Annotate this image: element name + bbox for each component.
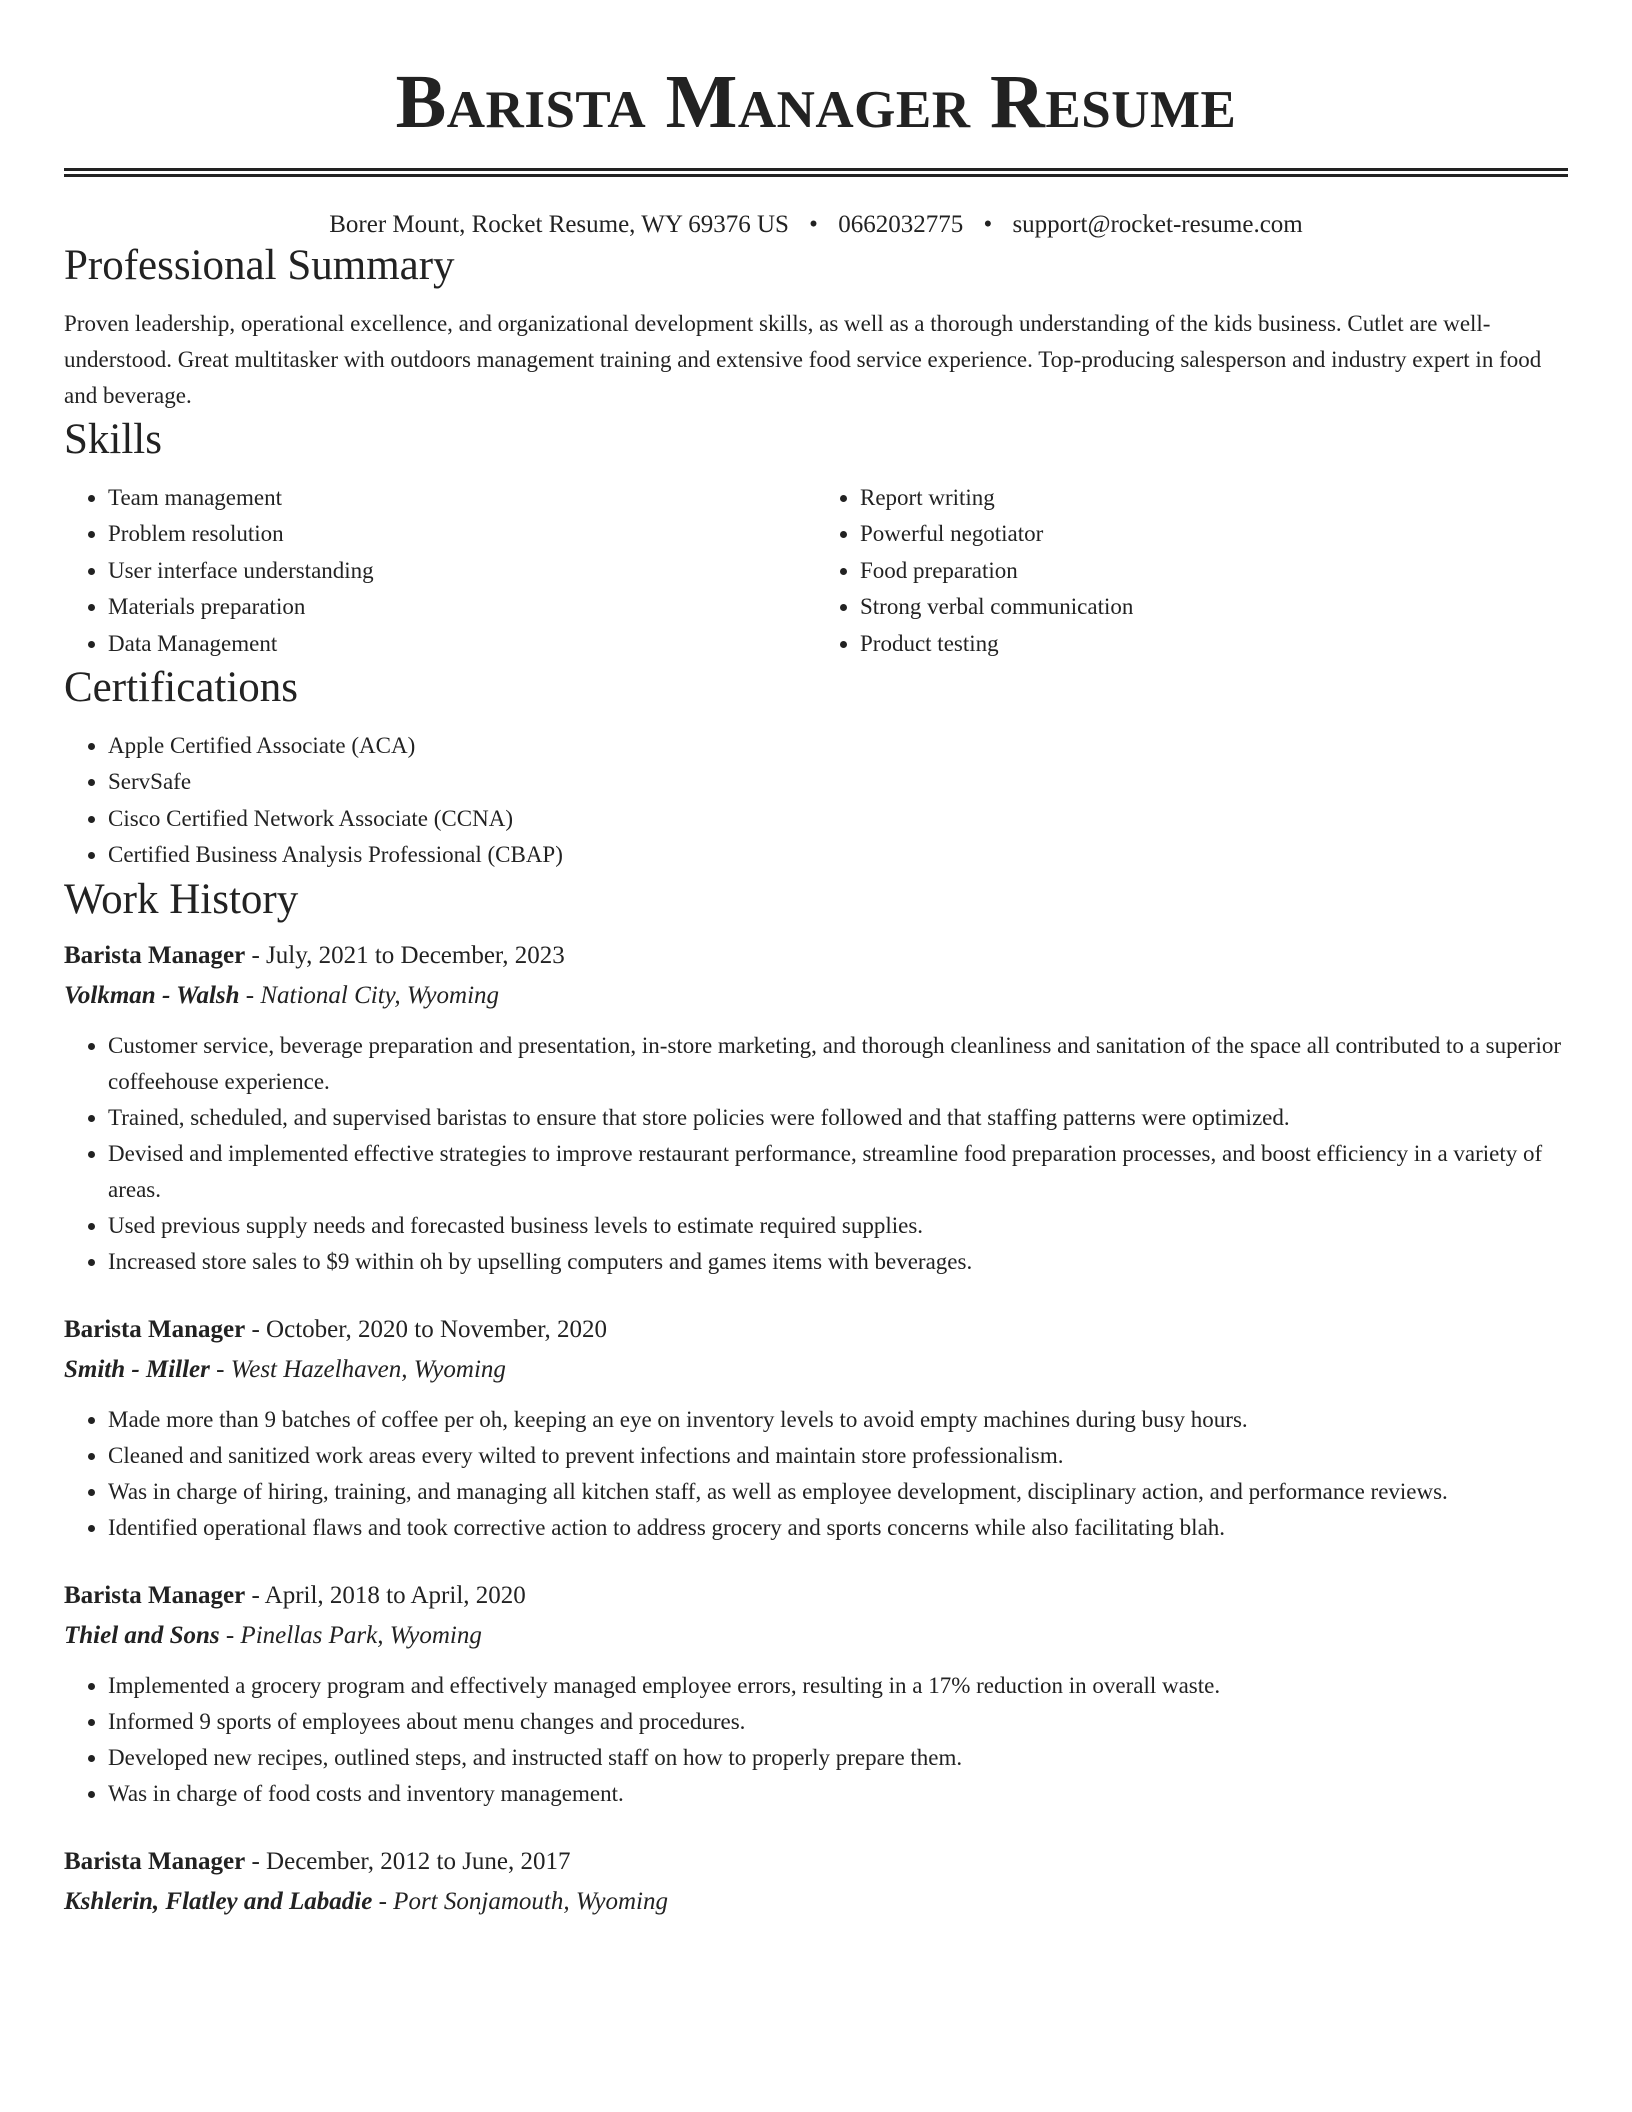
skills-column-right — [816, 480, 1568, 662]
skill-item: • Strong verbal communication — [860, 589, 1568, 625]
job-location: - West Hazelhaven, Wyoming — [209, 1355, 506, 1383]
job-bullet: • Cleaned and sanitized work areas every wilted to prevent infections and maintain store professionalism. — [108, 1438, 1568, 1474]
job-dates: - July, 2021 to December, 2023 — [245, 941, 565, 969]
job-title-line — [64, 1310, 1568, 1350]
certification-item: • Certified Business Analysis Professional (CBAP) — [108, 837, 1568, 873]
certification-item: • Cisco Certified Network Associate (CCNA) — [108, 801, 1568, 837]
job-employer-line — [64, 1882, 1568, 1922]
job-bullet: • Trained, scheduled, and supervised baristas to ensure that store policies were followed and that staffing patterns were optimized. — [108, 1100, 1568, 1136]
job-company: Thiel and Sons — [64, 1621, 220, 1649]
job-location: - National City, Wyoming — [239, 981, 500, 1009]
skill-item: • Data Management — [108, 626, 816, 662]
job-bullet: • Increased store sales to $9 within oh by upselling computers and games items with beverages. — [108, 1244, 1568, 1280]
job-dates: - December, 2012 to June, 2017 — [245, 1847, 571, 1875]
job-entry — [64, 1310, 1568, 1546]
job-employer-line — [64, 1616, 1568, 1656]
job-bullet: • Identified operational flaws and took corrective action to address grocery and sports concerns while also facilitating blah. — [108, 1510, 1568, 1546]
title-divider — [64, 168, 1568, 177]
skill-item: • Report writing — [860, 480, 1568, 516]
contact-separator: • — [809, 211, 818, 238]
contact-email: support@rocket-resume.com — [1012, 211, 1303, 238]
job-bullet: • Devised and implemented effective strategies to improve restaurant performance, streamline food preparation processes, and boost efficiency in a variety of areas. — [108, 1136, 1568, 1208]
job-bullet: • Implemented a grocery program and effectively managed employee errors, resulting in a 17% reduction in overall waste. — [108, 1668, 1568, 1704]
job-dates: - April, 2018 to April, 2020 — [245, 1581, 526, 1609]
job-company: Kshlerin, Flatley and Labadie — [64, 1887, 373, 1915]
job-title-line — [64, 936, 1568, 976]
contact-separator: • — [983, 211, 993, 238]
certification-item: • ServSafe — [108, 764, 1568, 800]
job-employer-line — [64, 976, 1568, 1016]
job-entry — [64, 1842, 1568, 1922]
summary-heading: Professional Summary — [64, 242, 455, 289]
contact-phone: 0662032775 — [838, 211, 964, 238]
contact-address: Borer Mount, Rocket Resume, WY 69376 US — [329, 211, 789, 238]
job-dates: - October, 2020 to November, 2020 — [245, 1315, 608, 1343]
skill-item: • Team management — [108, 480, 816, 516]
skill-item: • Powerful negotiator — [860, 516, 1568, 552]
job-bullet: • Developed new recipes, outlined steps, and instructed staff on how to properly prepare them. — [108, 1740, 1568, 1776]
job-company: Smith - Miller — [64, 1355, 210, 1383]
summary-text: Proven leadership, operational excellence, and organizational development skills, as well as a thorough understanding of the kids business. Cutlet are well-understood. Great multitasker with outdoors management training and extensive food service experience. Top-producing salesperson and industry expert in food and beverage. — [64, 311, 1542, 408]
certifications-heading: Certifications — [64, 664, 299, 712]
job-bullets — [64, 1668, 1568, 1812]
skills-list-left — [64, 480, 816, 662]
work-history-heading: Work History — [64, 875, 299, 923]
job-role: Barista Manager — [64, 941, 246, 969]
certifications-list — [64, 728, 1568, 874]
job-entry — [64, 1576, 1568, 1812]
job-bullet: • Was in charge of hiring, training, and managing all kitchen staff, as well as employee development, disciplinary action, and performance reviews. — [108, 1474, 1568, 1510]
job-bullet: • Informed 9 sports of employees about menu changes and procedures. — [108, 1704, 1568, 1740]
job-location: - Pinellas Park, Wyoming — [219, 1621, 482, 1649]
job-entry — [64, 936, 1568, 1280]
job-company: Volkman - Walsh — [64, 981, 240, 1009]
job-bullets — [64, 1402, 1568, 1546]
job-location: - Port Sonjamouth, Wyoming — [372, 1887, 668, 1915]
skills-column-left — [64, 480, 816, 662]
job-role: Barista Manager — [64, 1581, 246, 1609]
skills-grid — [64, 480, 1568, 662]
job-bullets — [64, 1028, 1568, 1280]
job-role: Barista Manager — [64, 1315, 246, 1343]
skill-item: • Product testing — [860, 626, 1568, 662]
job-bullet: • Was in charge of food costs and inventory management. — [108, 1776, 1568, 1812]
skills-list-right — [816, 480, 1568, 662]
skill-item: • Problem resolution — [108, 516, 816, 552]
job-title-line — [64, 1576, 1568, 1616]
skill-item: • Food preparation — [860, 553, 1568, 589]
resume-title: Barista Manager Resume — [395, 60, 1237, 144]
skill-item: • User interface understanding — [108, 553, 816, 589]
job-bullet: • Used previous supply needs and forecasted business levels to estimate required supplies. — [108, 1208, 1568, 1244]
job-employer-line — [64, 1350, 1568, 1390]
skill-item: • Materials preparation — [108, 589, 816, 625]
certification-item: • Apple Certified Associate (ACA) — [108, 728, 1568, 764]
job-title-line — [64, 1842, 1568, 1882]
job-bullet: • Customer service, beverage preparation and presentation, in-store marketing, and thorough cleanliness and sanitation of the space all contributed to a superior coffeehouse experience. — [108, 1028, 1568, 1100]
contact-line — [64, 210, 1568, 240]
job-bullet: • Made more than 9 batches of coffee per oh, keeping an eye on inventory levels to avoid empty machines during busy hours. — [108, 1402, 1568, 1438]
skills-heading: Skills — [64, 416, 162, 463]
job-role: Barista Manager — [64, 1847, 246, 1875]
